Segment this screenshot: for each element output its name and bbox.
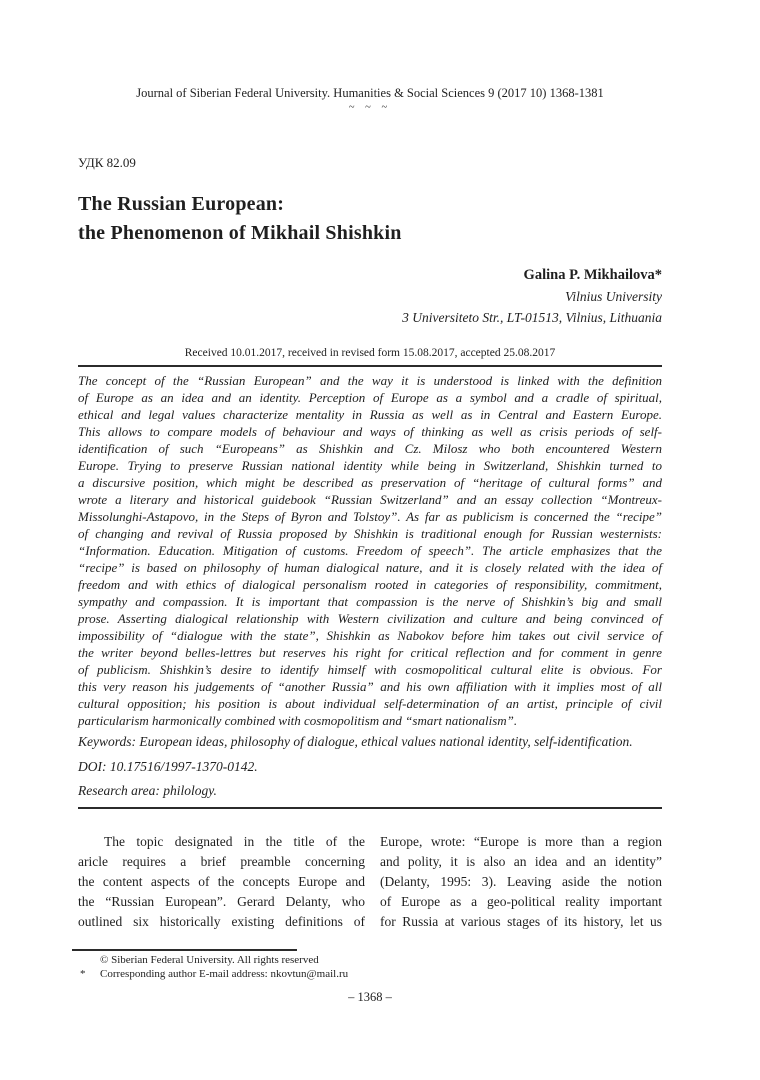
abstract-line: freedom and with ethics of dialogical personalism rooted in categories of responsibility, commitment, bbox=[78, 577, 662, 592]
abstract-line: of publicism. Shishkin’s desire to identify himself with cosmopolitical cultural elite is obvious. For bbox=[78, 662, 662, 677]
body-line: of Europe as a geo-political reality important bbox=[380, 894, 662, 909]
author-name: Galina P. Mikhailova* bbox=[523, 267, 662, 283]
abstract-line: cultural opposition; his position is about individual self-determination of an artist, principle of civil bbox=[78, 696, 662, 711]
abstract-line: particularism harmonically combined with cosmopolitism and “smart nationalism”. bbox=[78, 713, 518, 728]
article-title-line2: the Phenomenon of Mikhail Shishkin bbox=[78, 221, 402, 244]
research-area-line: Research area: philology. bbox=[78, 783, 217, 798]
abstract-line: of changing and revival of Russia proposed by Shishkin is traditional enough for Russian westernists: bbox=[78, 526, 662, 541]
abstract-line: Europe. Trying to preserve Russian national identity while being in Switzerland, Shishkin turned to bbox=[78, 458, 662, 473]
abstract-line: wrote a literary and historical guidebook “Russian Switzerland” and an essay collection “Montreux- bbox=[78, 492, 662, 507]
body-line: Europe, wrote: “Europe is more than a region bbox=[380, 834, 662, 849]
received-dates-line: Received 10.01.2017, received in revised form 15.08.2017, accepted 25.08.2017 bbox=[184, 347, 556, 359]
abstract-line: “Information. Education. Mitigation of customs. Freedom of speech”. The article emphasizes that the bbox=[78, 543, 662, 558]
corresponding-author-text: Corresponding author E-mail address: nkovtun@mail.ru bbox=[100, 968, 349, 980]
body-line: the “Russian European”. Gerard Delanty, who bbox=[78, 894, 365, 909]
author-block bbox=[78, 265, 662, 328]
author-affiliation: Vilnius University bbox=[565, 289, 662, 304]
body-line: outlined six historically existing definitions of bbox=[78, 914, 365, 929]
corresponding-author-line bbox=[80, 968, 348, 980]
body-line: the content aspects of the concepts Europe and bbox=[78, 874, 365, 889]
footnote-asterisk: * bbox=[80, 968, 86, 980]
abstract-line: of Europe as an idea and an identity. Perception of Europe as a symbol and a cradle of spiritual, bbox=[78, 390, 662, 405]
divider-rule-top bbox=[78, 365, 662, 367]
journal-header-line: Journal of Siberian Federal University. Humanities & Social Sciences 9 (2017 10) 1368-1381 bbox=[136, 86, 604, 100]
page-number: – 1368 – bbox=[348, 990, 392, 1004]
keywords-line: Keywords: European ideas, philosophy of dialogue, ethical values national identity, self-identification. bbox=[78, 734, 633, 749]
abstract-line: sympathy and compassion. It is important that compassion is the nerve of Shishkin’s big and small bbox=[78, 594, 662, 609]
footnote-rule bbox=[72, 949, 297, 951]
abstract-text bbox=[78, 372, 662, 729]
body-two-columns bbox=[78, 832, 662, 932]
author-address: 3 Universiteto Str., LT-01513, Vilnius, Lithuania bbox=[402, 310, 662, 325]
article-title-line1: The Russian European: bbox=[78, 193, 285, 215]
abstract-line: Missolunghi-Astapovo, in the Steps of Byron and Tolstoy”. As far as publicism is concerned the “recipe” bbox=[78, 509, 662, 524]
tilde-separator: ~ ~ ~ bbox=[348, 102, 392, 113]
abstract-line: ethical and legal values characterize mentality in Russia as well as in Central and Eastern Europe. bbox=[78, 407, 662, 422]
copyright-line: © Siberian Federal University. All rights reserved bbox=[100, 954, 319, 966]
body-line: (Delanty, 1995: 3). Leaving aside the notion bbox=[380, 874, 662, 889]
body-column-left bbox=[78, 832, 365, 932]
abstract-line: This allows to compare models of behaviour and ways of thinking as well as crisis periods of self- bbox=[78, 424, 662, 439]
abstract-line: a discursive position, which might be described as preservation of “heritage of cultural forms” and bbox=[78, 475, 662, 490]
body-line: for Russia at various stages of its history, let us bbox=[380, 914, 662, 929]
abstract-line: this very reason his judgements of “another Russia” and his own affiliation with it implies most of all bbox=[78, 679, 662, 694]
abstract-line: The concept of the “Russian European” and the way it is understood is linked with the definition bbox=[78, 373, 662, 388]
divider-rule-bottom bbox=[78, 807, 662, 809]
abstract-line: impossibility of “dialogue with the state”, Shishkin as Nabokov before him takes out civil service of bbox=[78, 628, 662, 643]
body-column-right bbox=[380, 832, 662, 932]
abstract-line: prose. Asserting dialogical relationship with Western civilization and culture and being convinced of bbox=[78, 611, 662, 626]
abstract-line: identification of such “Europeans” as Shishkin and Cz. Milosz who both encountered Western bbox=[78, 441, 662, 456]
abstract-line: “recipe” is based on philosophy of human dialogical nature, and it is closely related with the idea of bbox=[78, 560, 662, 575]
body-line: aricle requires a brief preamble concerning bbox=[78, 854, 365, 869]
body-line: The topic designated in the title of the bbox=[104, 834, 365, 849]
article-title bbox=[78, 190, 662, 247]
body-line: and polity, it is also an idea and an identity” bbox=[380, 854, 662, 869]
doi-line: DOI: 10.17516/1997-1370-0142. bbox=[78, 759, 258, 774]
udk-code: УДК 82.09 bbox=[78, 155, 136, 170]
abstract-line: the writer beyond belles-lettres but reserves his right for critical reflection and for comment in genre bbox=[78, 645, 662, 660]
